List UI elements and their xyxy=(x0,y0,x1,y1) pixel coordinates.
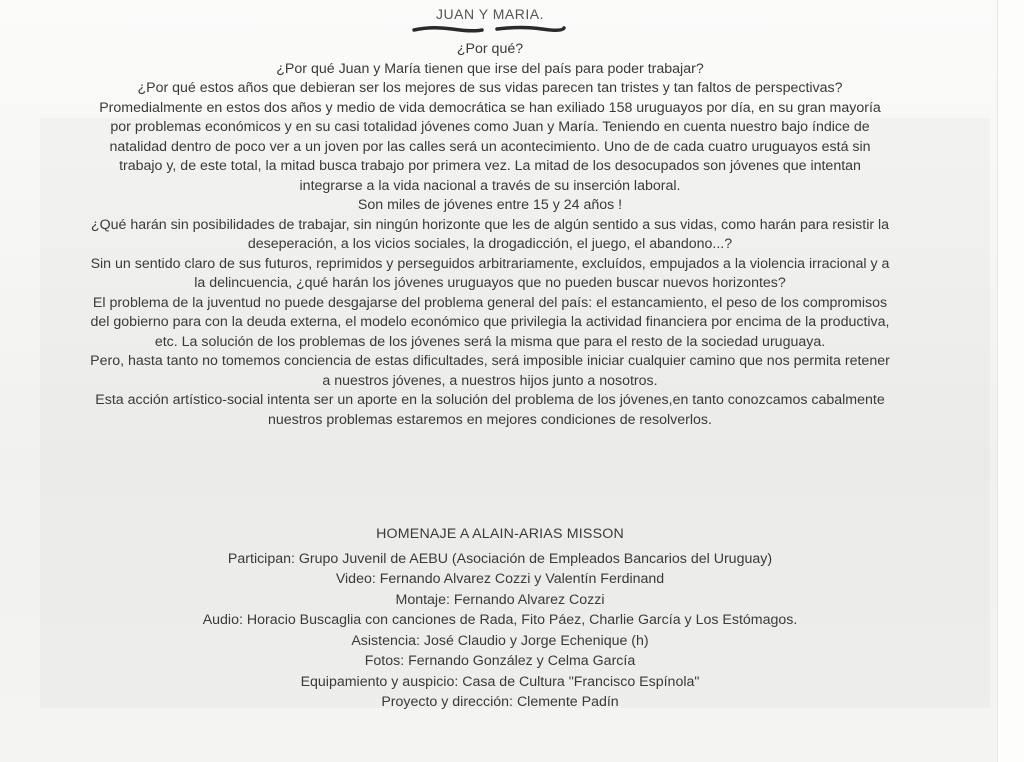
paragraph-what-will-they-do: ¿Qué harán sin posibilidades de trabajar, sin ningún horizonte que les de algún sentido a sus vidas, como harán para resistir la deseperación, a los vicios sociales, la drogadicción, el juego, el abandono...? xyxy=(90,216,890,252)
credit-participants: Participan: Grupo Juvenil de AEBU (Asociación de Empleados Bancarios del Uruguay) xyxy=(227,550,773,567)
credit-video: Video: Fernando Alvarez Cozzi y Valentín Ferdinand xyxy=(335,571,665,587)
credit-photos: Fotos: Fernando González y Celma García xyxy=(364,653,636,669)
credit-equipment: Equipamiento y auspicio: Casa de Cultura "Francisco Espínola" xyxy=(300,673,700,690)
paragraph-awareness: Pero, hasta tanto no tomemos conciencia de estas dificultades, será imposible iniciar cualquier camino que nos permita retener a nuestros jóvenes, a nuestros hijos junto a nosotros. xyxy=(90,353,890,389)
paragraph-thousands: Son miles de jóvenes entre 15 y 24 años ! xyxy=(357,197,623,213)
paragraph-artistic-action: Esta acción artístico-social intenta ser un aporte en la solución del problema de los jóvenes,en tanto conozcamos cabalmente nuestros problemas estaremos en mejores condiciones de resolverlos. xyxy=(95,392,885,428)
paragraph-why-sad: ¿Por qué estos años que debieran ser los mejores de sus vidas parecen tan tristes y tan faltos de perspectivas? xyxy=(137,80,843,96)
page-edge xyxy=(997,0,1024,762)
credits-block xyxy=(90,524,910,713)
credit-assistance: Asistencia: José Claudio y Jorge Echenique (h) xyxy=(351,632,649,649)
credit-direction: Proyecto y dirección: Clemente Padín xyxy=(381,694,619,710)
paragraph-no-future: Sin un sentido claro de sus futuros, reprimidos y perseguidos arbitrariamente, excluídos, empujados a la violencia irracional y a la delincuencia, ¿qué harán los jóvenes uruguayos que no pueden buscar nuevos horizontes? xyxy=(90,255,890,291)
paragraph-statistics: Promedialmente en estos dos años y medio de vida democrática se han exiliado 158 uruguayos por día, en su gran mayoría por problemas económicos y en su casi totalidad jóvenes como Juan y María. Teniendo en cuenta nuestro bajo índice de natalidad dentro de poco ver a un joven por las calles será un acontecimiento. Uno de de cada cuatro uruguayos está sin trabajo y, de este total, la mitad busca trabajo por primera vez. La mitad de los desocupados son jóvenes que intentan integrarse a la vida nacional a través de su inserción laboral. xyxy=(99,99,881,194)
paragraph-question: ¿Por qué? xyxy=(456,41,524,57)
paragraph-why-leave: ¿Por qué Juan y María tienen que irse del país para poder trabajar? xyxy=(276,60,704,77)
credit-editing: Montaje: Fernando Alvarez Cozzi xyxy=(395,591,605,608)
title-underline-marks xyxy=(412,24,567,34)
document-title: JUAN Y MARIA. xyxy=(436,6,544,22)
homage-heading: HOMENAJE A ALAIN-ARIAS MISSON xyxy=(376,526,624,542)
body-text xyxy=(90,40,890,430)
paragraph-general-problem: El problema de la juventud no puede desgajarse del problema general del país: el estancamiento, el peso de los compromisos del gobierno para con la deuda externa, el modelo económico que privilegia la actividad financiera por encima de la productiva, etc. La solución de los problemas de los jóvenes será la misma que para el resto de la sociedad uruguaya. xyxy=(90,294,890,350)
credit-audio: Audio: Horacio Buscaglia con canciones de Rada, Fito Páez, Charlie García y Los Estómagos. xyxy=(202,612,798,628)
